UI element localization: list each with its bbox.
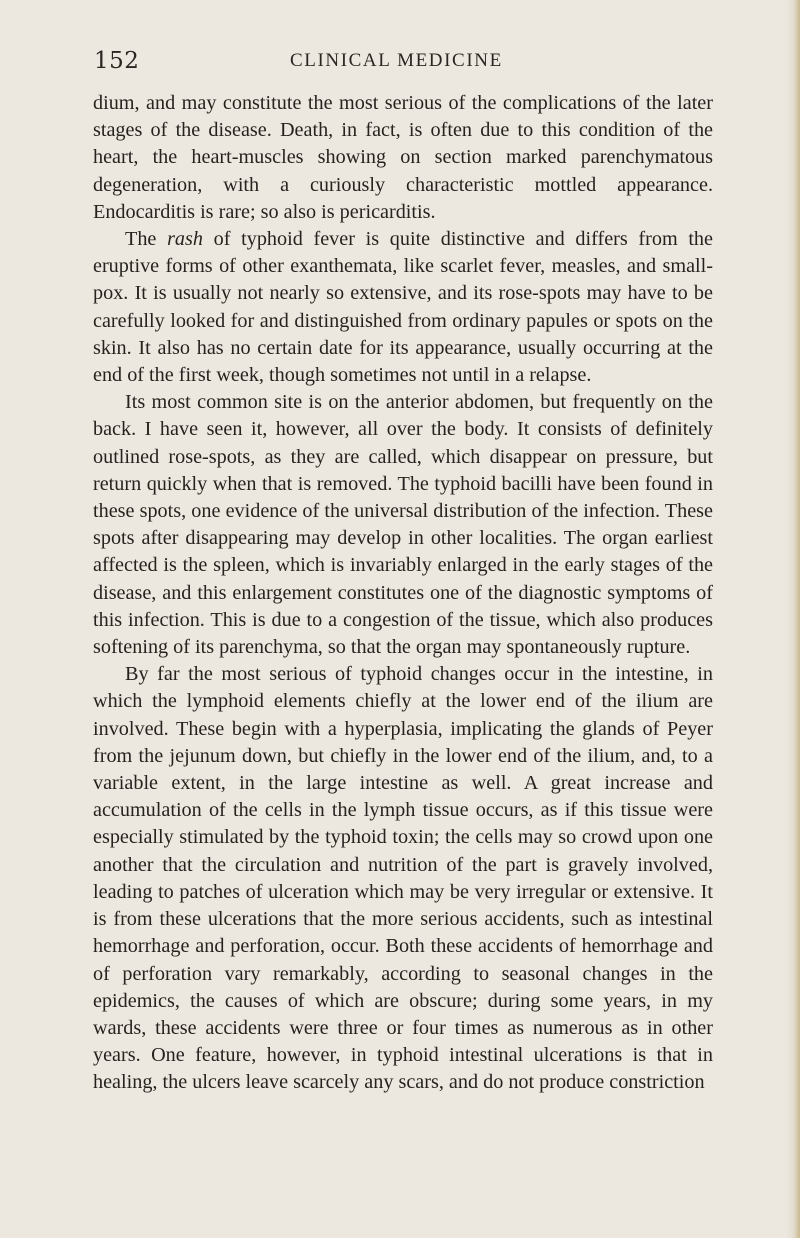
paragraph-text: By far the most serious of typhoid changes occur in the intestine, in which the lymphoid elements chiefly at the lower end of the ilium are involved. These begin with a hyperplasia, implicating the glands of Peyer from the jejunum down, but chiefly in the lower end of the ilium, and, to a variable extent, in the large intestine as well. A great increase and accumulation of the cells in the lymph tissue occurs, as if this tissue were especially stimulated by the typhoid toxin; the cells may so crowd upon one another that the circulation and nutrition of the part is gravely involved, leading to patches of ulceration which may be very irregular or extensive. It is from these ulcerations that the more serious accidents, such as intestinal hemorrhage and perforation, occur. Both these accidents of hemorrhage and of perforation vary remarkably, according to seasonal changes in the epidemics, the causes of which are obscure; during some years, in my wards, these accidents were three or four times as numerous as in other years. One feature, however, in typhoid intestinal ulcerations is that in healing, the ulcers leave scarcely any scars, and do not produce constriction: [93, 663, 713, 1094]
page-header: [94, 46, 714, 76]
paragraph: [93, 389, 713, 661]
body-text: [93, 90, 713, 1097]
paragraph: [93, 90, 713, 226]
paragraph: [93, 226, 713, 389]
italic-term: rash: [167, 228, 203, 251]
paragraph-text: of typhoid fever is quite distinctive and differs from the eruptive forms of other exanthemata, like scarlet fever, measles, and small-pox. It is usually not nearly so extensive, and its rose-spots may have to be carefully looked for and distinguished from ordinary papules or spots on the skin. It also has no certain date for its appearance, usually occurring at the end of the first week, though sometimes not until in a relapse.: [93, 228, 713, 387]
page-number: 152: [94, 48, 140, 74]
page-edge: [786, 0, 800, 1238]
running-head: CLINICAL MEDICINE: [290, 50, 503, 71]
paragraph-text: Its most common site is on the anterior abdomen, but frequently on the back. I have seen it, however, all over the body. It consists of definitely outlined rose-spots, as they are called, which disappear on pressure, but return quickly when that is removed. The typhoid bacilli have been found in these spots, one evidence of the universal distribution of the infection. These spots after disappearing may develop in other localities. The organ earliest affected is the spleen, which is invariably enlarged in the early stages of the disease, and this enlargement constitutes one of the diagnostic symptoms of this infection. This is due to a congestion of the tissue, which also produces softening of its parenchyma, so that the organ may spontaneously rupture.: [93, 391, 713, 659]
paragraph-text: dium, and may constitute the most serious of the complications of the later stages of the disease. Death, in fact, is often due to this condition of the heart, the heart-muscles showing on section marked parenchymatous degeneration, with a curiously characteristic mottled appearance. Endocarditis is rare; so also is pericarditis.: [93, 92, 713, 223]
paragraph-text: The: [125, 228, 168, 251]
paragraph: [93, 661, 713, 1096]
